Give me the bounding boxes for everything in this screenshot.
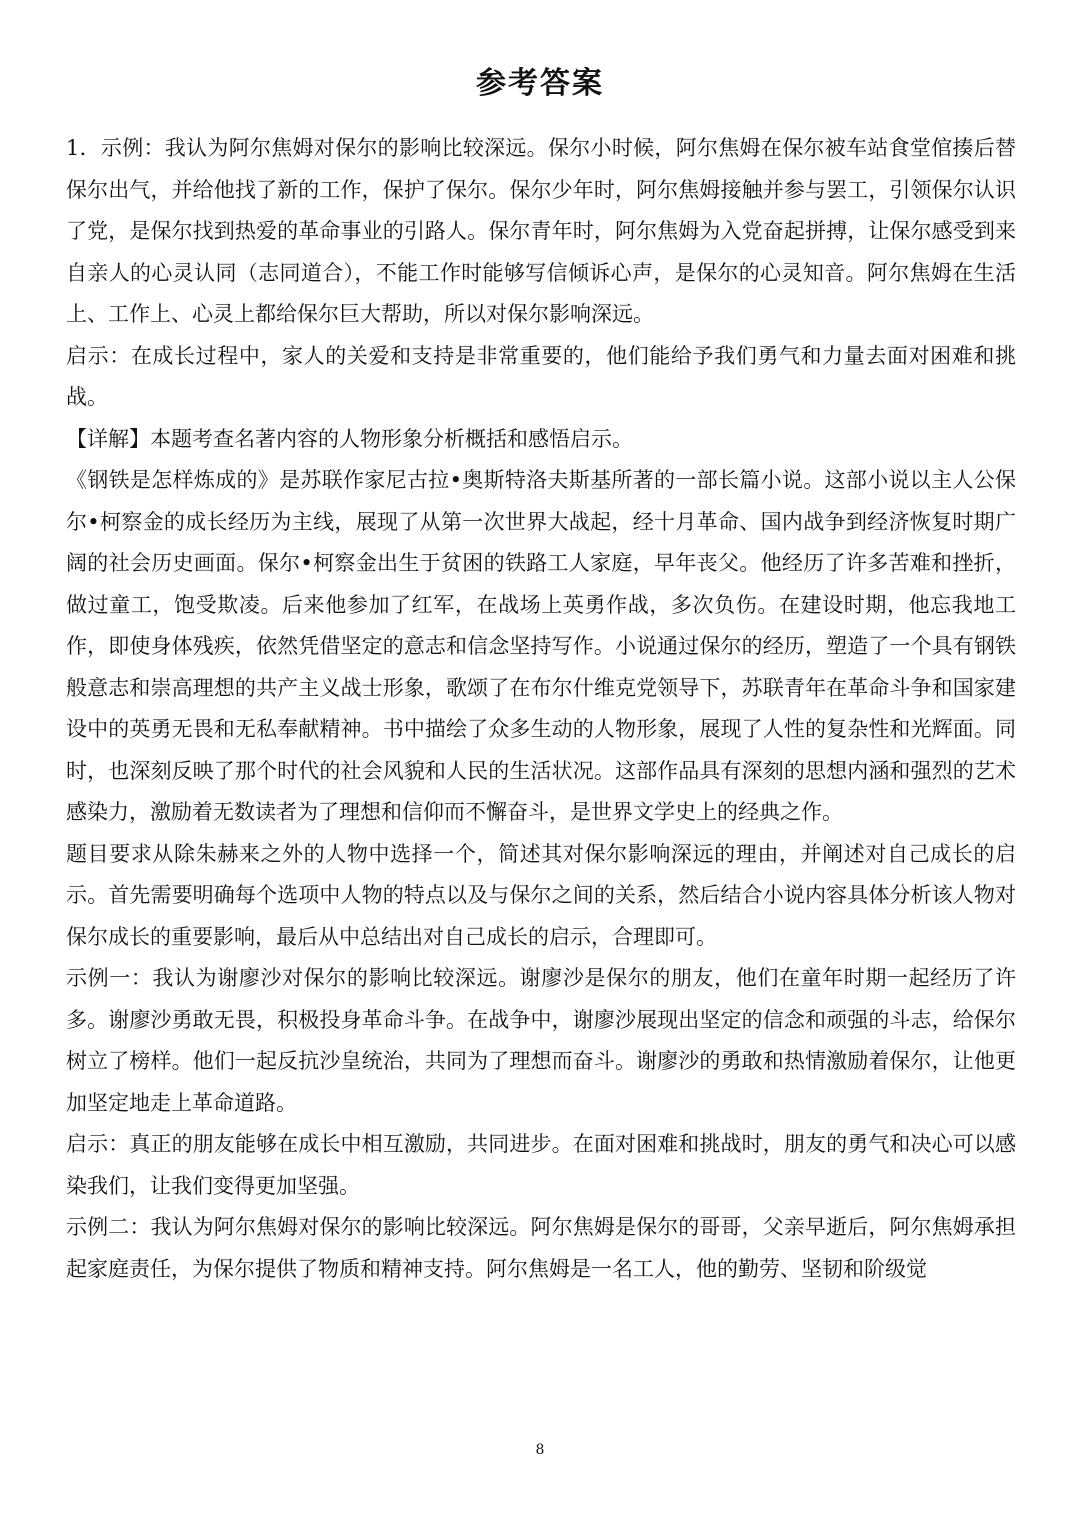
- page-title: 参考答案: [476, 66, 604, 101]
- inspiration-paragraph: 启示：在成长过程中，家人的关爱和支持是非常重要的，他们能给予我们勇气和力量去面对困难和挑战。: [66, 343, 1016, 409]
- answer-paragraph: 1．示例：我认为阿尔焦姆对保尔的影响比较深远。保尔小时候，阿尔焦姆在保尔被车站食堂倌揍后替保尔出气，并给他找了新的工作，保护了保尔。保尔少年时，阿尔焦姆接触并参与罢工，引领保尔认识了党，是保尔找到热爱的革命事业的引路人。保尔青年时，阿尔焦姆为入党奋起拼搏，让保尔感受到来自亲人的心灵认同（志同道合），不能工作时能够写信倾诉心声，是保尔的心灵知音。阿尔焦姆在生活上、工作上、心灵上都给保尔巨大帮助，所以对保尔影响深远。: [66, 136, 1016, 326]
- page-number: 8: [535, 1442, 545, 1458]
- book-introduction-paragraph: 《钢铁是怎样炼成的》是苏联作家尼古拉•奥斯特洛夫斯基所著的一部长篇小说。这部小说以主人公保尔•柯察金的成长经历为主线，展现了从第一次世界大战起，经十月革命、国内战争到经济恢复时期广阔的社会历史画面。保尔•柯察金出生于贫困的铁路工人家庭，早年丧父。他经历了许多苦难和挫折，做过童工，饱受欺凌。后来他参加了红军，在战场上英勇作战，多次负伤。在建设时期，他忘我地工作，即使身体残疾，依然凭借坚定的意志和信念坚持写作。小说通过保尔的经历，塑造了一个具有钢铁般意志和崇高理想的共产主义战士形象，歌颂了在布尔什维克党领导下，苏联青年在革命斗争和国家建设中的英勇无畏和无私奉献精神。书中描绘了众多生动的人物形象，展现了人性的复杂性和光辉面。同时，也深刻反映了那个时代的社会风貌和人民的生活状况。这部作品具有深刻的思想内涵和强烈的艺术感染力，激励着无数读者为了理想和信仰而不懈奋斗，是世界文学史上的经典之作。: [66, 468, 1016, 824]
- answer-body: [66, 128, 1016, 1290]
- example-two-paragraph: 示例二：我认为阿尔焦姆对保尔的影响比较深远。阿尔焦姆是保尔的哥哥，父亲早逝后，阿尔焦姆承担起家庭责任，为保尔提供了物质和精神支持。阿尔焦姆是一名工人，他的勤劳、坚韧和阶级觉: [66, 1215, 1016, 1281]
- example-one-paragraph: 示例一：我认为谢廖沙对保尔的影响比较深远。谢廖沙是保尔的朋友，他们在童年时期一起经历了许多。谢廖沙勇敢无畏，积极投身革命斗争。在战争中，谢廖沙展现出坚定的信念和顽强的斗志，给保尔树立了榜样。他们一起反抗沙皇统治，共同为了理想而奋斗。谢廖沙的勇敢和热情激励着保尔，让他更加坚定地走上革命道路。: [66, 966, 1016, 1115]
- explanation-heading-paragraph: 【详解】本题考查名著内容的人物形象分析概括和感悟启示。: [66, 426, 633, 451]
- example-one-inspiration-paragraph: 启示：真正的朋友能够在成长中相互激励，共同进步。在面对困难和挑战时，朋友的勇气和决心可以感染我们，让我们变得更加坚强。: [66, 1132, 1016, 1198]
- question-analysis-paragraph: 题目要求从除朱赫来之外的人物中选择一个，简述其对保尔影响深远的理由，并阐述对自己成长的启示。首先需要明确每个选项中人物的特点以及与保尔之间的关系，然后结合小说内容具体分析该人物对保尔成长的重要影响，最后从中总结出对自己成长的启示，合理即可。: [66, 841, 1016, 949]
